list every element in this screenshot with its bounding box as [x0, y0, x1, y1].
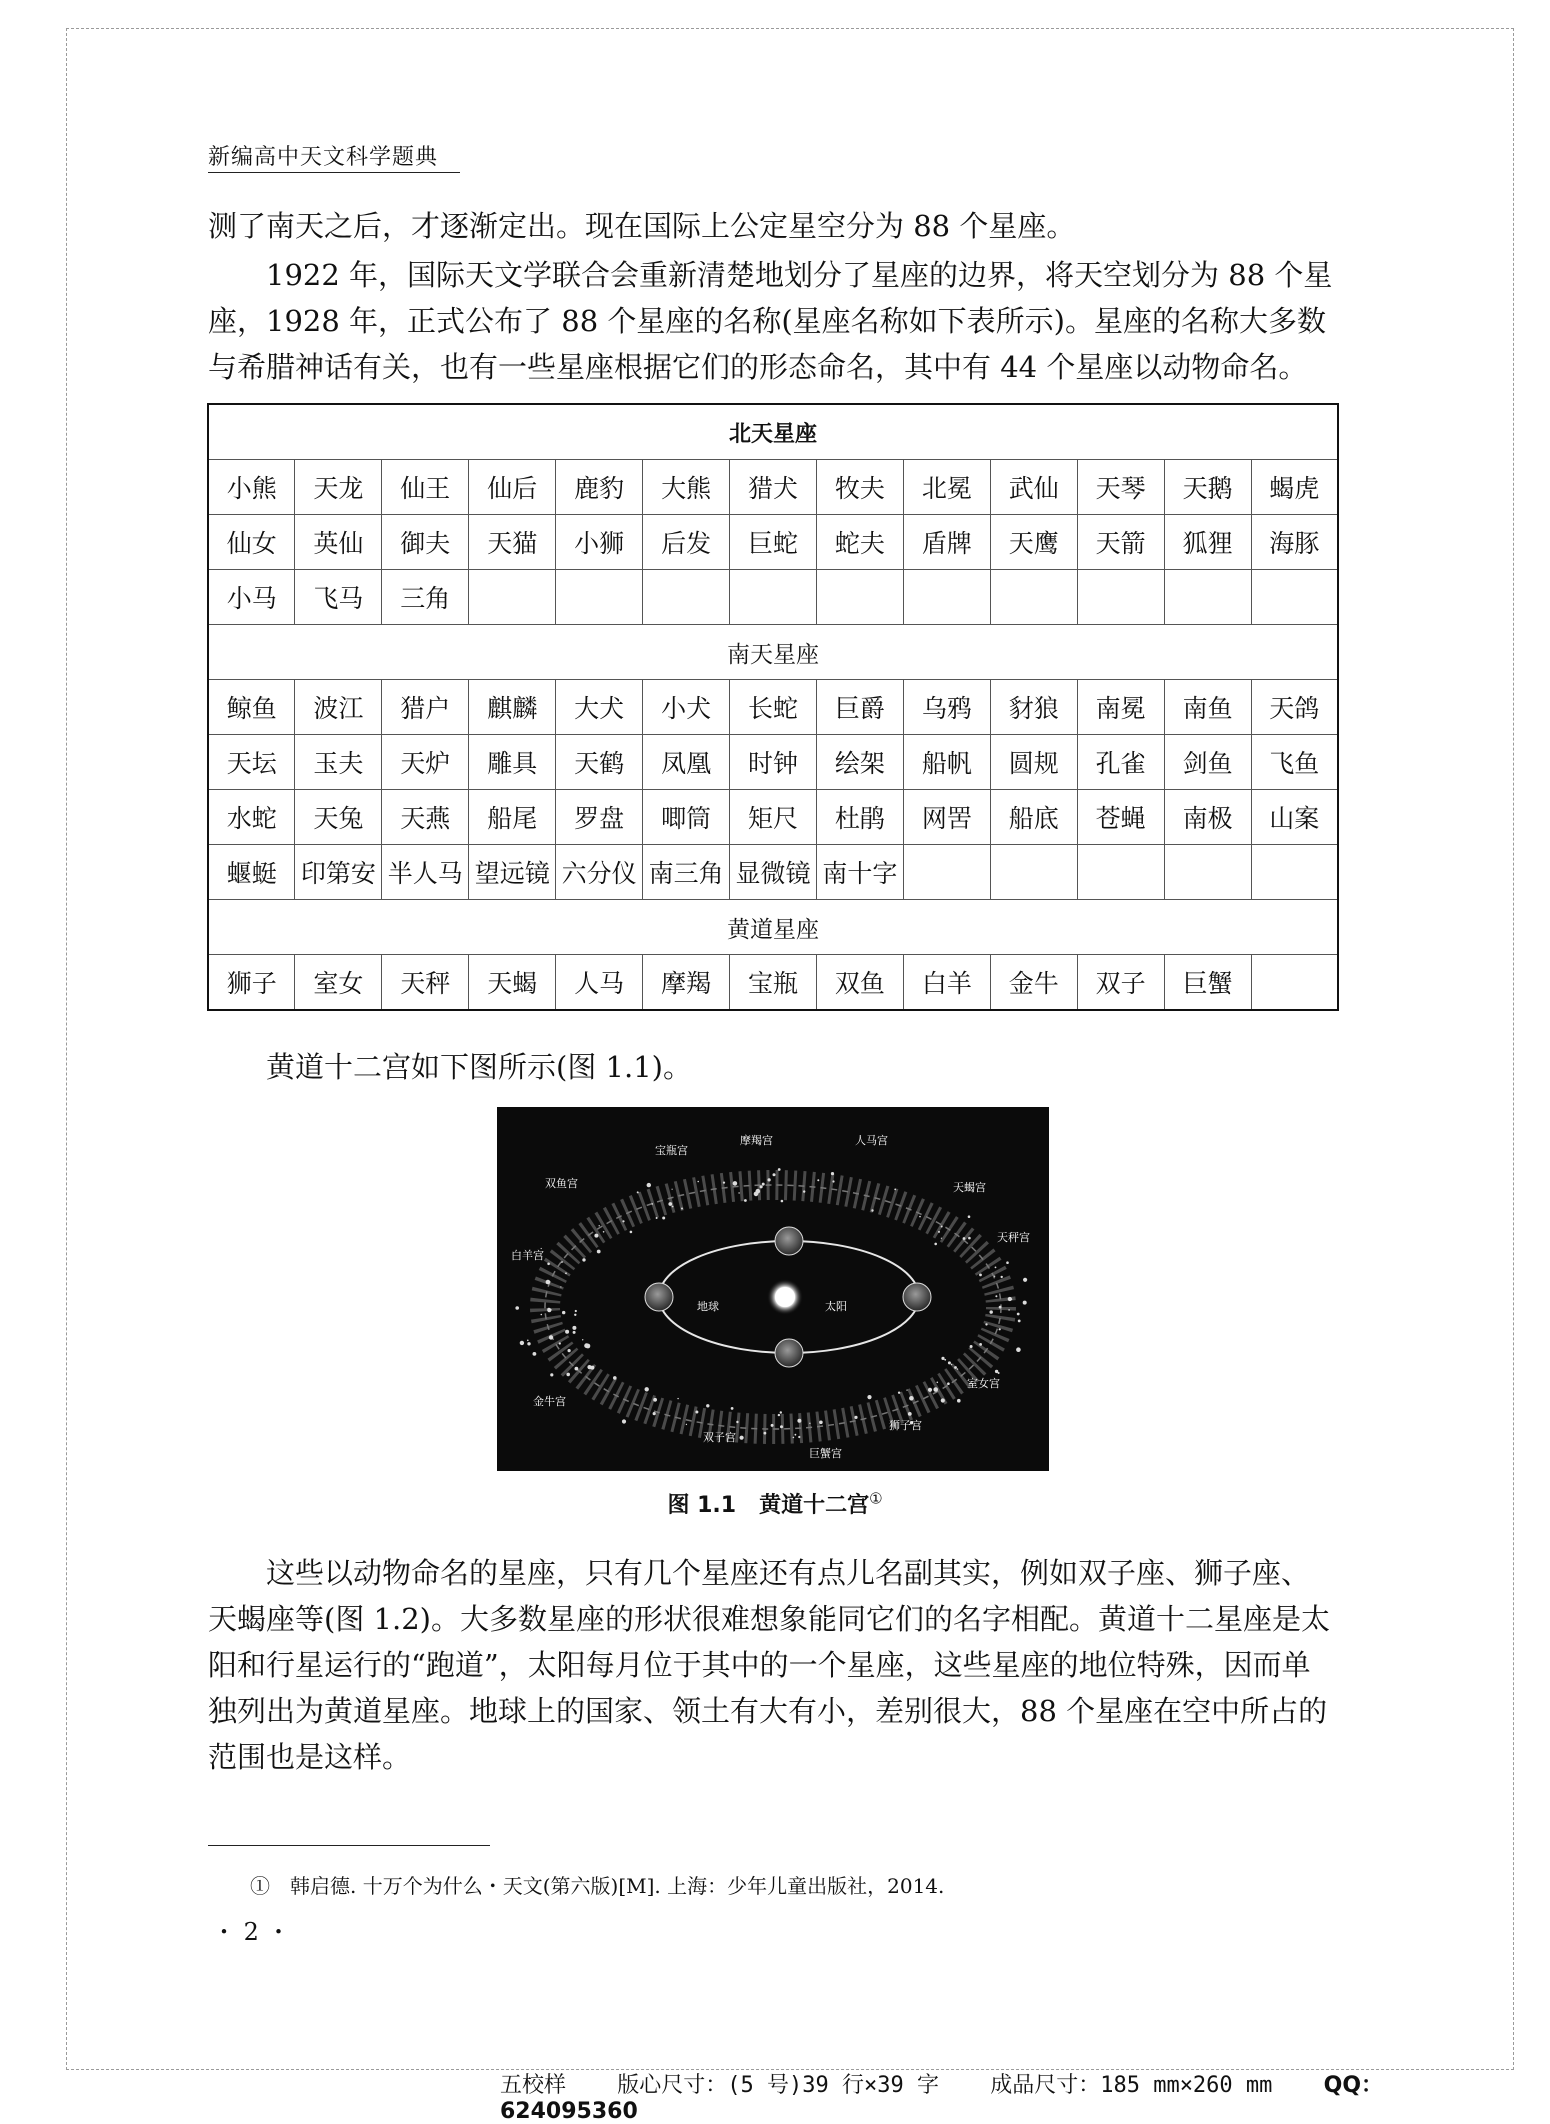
constellation-cell: 宝瓶	[730, 955, 817, 1011]
constellation-cell: 船尾	[469, 790, 556, 845]
star	[919, 1216, 921, 1218]
star	[817, 1179, 819, 1181]
constellation-cell	[1164, 845, 1251, 900]
star	[668, 1202, 672, 1206]
star	[909, 1396, 914, 1401]
star	[597, 1250, 601, 1254]
label-pisces: 双鱼宫	[545, 1177, 578, 1190]
star	[906, 1390, 907, 1391]
star	[771, 1424, 774, 1427]
label-gemini: 双子宫	[703, 1431, 736, 1444]
footnote-rule	[208, 1845, 490, 1846]
constellation-cell: 天坛	[208, 735, 295, 790]
label-virgo: 室女宫	[967, 1377, 1000, 1390]
star	[587, 1365, 591, 1369]
star	[681, 1208, 683, 1210]
constellation-cell	[903, 570, 990, 625]
constellation-cell	[643, 570, 730, 625]
constellation-cell	[1077, 570, 1164, 625]
star	[995, 1295, 997, 1297]
star	[677, 1398, 678, 1399]
star	[706, 1404, 709, 1407]
constellation-cell: 天龙	[295, 460, 382, 515]
constellation-cell: 水蛇	[208, 790, 295, 845]
constellation-cell: 三角	[382, 570, 469, 625]
constellation-cell: 显微镜	[730, 845, 817, 900]
section-title: 黄道星座	[208, 900, 1338, 955]
star	[645, 1387, 649, 1391]
constellation-cell: 天鹰	[990, 515, 1077, 570]
star	[778, 1414, 780, 1416]
section-row	[208, 404, 1338, 460]
table-row	[208, 735, 1338, 790]
section-row	[208, 900, 1338, 955]
star	[565, 1272, 567, 1274]
table-row	[208, 680, 1338, 735]
section-title: 北天星座	[208, 404, 1338, 460]
constellation-cell: 猎户	[382, 680, 469, 735]
constellation-cell: 小熊	[208, 460, 295, 515]
star	[603, 1231, 605, 1233]
star	[968, 1215, 971, 1218]
star	[797, 1419, 801, 1423]
constellation-cell: 天琴	[1077, 460, 1164, 515]
constellation-cell: 北冕	[903, 460, 990, 515]
star	[990, 1310, 993, 1313]
constellation-cell: 南极	[1164, 790, 1251, 845]
star	[1001, 1276, 1003, 1278]
star	[894, 1189, 896, 1191]
constellation-cell: 英仙	[295, 515, 382, 570]
figure-caption	[0, 1488, 1550, 1519]
star	[867, 1395, 871, 1399]
star	[546, 1280, 551, 1285]
star	[515, 1306, 519, 1310]
star	[957, 1368, 958, 1369]
star	[999, 1306, 1002, 1309]
constellation-cell: 双鱼	[816, 955, 903, 1011]
star	[1008, 1309, 1010, 1311]
star	[575, 1367, 579, 1371]
constellation-cell: 仙后	[469, 460, 556, 515]
constellation-cell: 时钟	[730, 735, 817, 790]
constellation-cell: 双子	[1077, 955, 1164, 1011]
star	[793, 1437, 795, 1439]
constellation-cell: 剑鱼	[1164, 735, 1251, 790]
star	[527, 1342, 530, 1345]
star	[672, 1206, 674, 1208]
star	[764, 1432, 767, 1435]
star	[573, 1331, 576, 1334]
star	[957, 1399, 961, 1403]
page-number: ・ 2 ・	[212, 1918, 291, 1946]
constellation-cell: 武仙	[990, 460, 1077, 515]
constellation-cell	[556, 570, 643, 625]
constellation-cell: 大犬	[556, 680, 643, 735]
star	[630, 1231, 633, 1234]
constellation-cell: 蛇夫	[816, 515, 903, 570]
star	[999, 1328, 1001, 1330]
star	[773, 1173, 776, 1176]
constellation-cell: 南冕	[1077, 680, 1164, 735]
star	[520, 1341, 524, 1345]
constellation-table	[207, 403, 1339, 1011]
star	[653, 1398, 657, 1402]
table-row	[208, 460, 1338, 515]
constellation-cell: 天鹅	[1164, 460, 1251, 515]
paragraph-4: 这些以动物命名的星座，只有几个星座还有点儿名副其实，例如双子座、狮子座、天蝎座等(图 1.2)。大多数星座的形状很难想象能同它们的名字相配。黄道十二星座是太阳和行星运行的“跑道”，太阳每月位于其中的一个星座，这些星座的地位特殊，因而单独列出为黄道星座。地球上的国家、领土有大有小，差别很大，88 个星座在空中所占的范围也是这样。	[208, 1556, 1330, 1774]
constellation-cell	[903, 845, 990, 900]
earth-position-bottom-icon	[775, 1339, 803, 1367]
star	[575, 1310, 577, 1312]
constellation-cell: 麒麟	[469, 680, 556, 735]
proof-stage: 五校样	[500, 2073, 567, 2098]
star	[697, 1181, 699, 1183]
constellation-cell: 杜鹃	[816, 790, 903, 845]
star	[933, 1387, 938, 1392]
star	[672, 1189, 673, 1190]
star	[994, 1276, 995, 1277]
constellation-cell: 室女	[295, 955, 382, 1011]
constellation-cell: 南鱼	[1164, 680, 1251, 735]
constellation-cell: 鲸鱼	[208, 680, 295, 735]
constellation-cell: 飞马	[295, 570, 382, 625]
star	[561, 1261, 563, 1263]
constellation-cell: 船底	[990, 790, 1077, 845]
constellation-cell: 白羊	[903, 955, 990, 1011]
star	[568, 1349, 571, 1352]
star	[1011, 1299, 1013, 1301]
star	[1018, 1320, 1021, 1323]
star	[854, 1416, 857, 1419]
star	[582, 1339, 583, 1340]
star	[985, 1323, 987, 1325]
constellation-cell: 天鸽	[1251, 680, 1338, 735]
constellation-cell: 六分仪	[556, 845, 643, 900]
star	[928, 1388, 932, 1392]
star	[547, 1263, 550, 1266]
star	[566, 1373, 570, 1377]
label-cancer: 巨蟹宫	[809, 1447, 842, 1460]
table-row	[208, 845, 1338, 900]
constellation-cell	[1251, 845, 1338, 900]
star	[934, 1243, 937, 1246]
star	[908, 1412, 912, 1416]
star	[756, 1189, 761, 1194]
constellation-cell: 后发	[643, 515, 730, 570]
star	[831, 1172, 834, 1175]
star	[594, 1234, 598, 1238]
star	[832, 1180, 834, 1182]
constellation-cell: 绘架	[816, 735, 903, 790]
constellation-cell: 望远镜	[469, 845, 556, 900]
star	[938, 1231, 940, 1233]
star	[780, 1425, 783, 1428]
star	[871, 1209, 873, 1211]
constellation-cell	[816, 570, 903, 625]
star	[652, 1203, 654, 1205]
constellation-cell: 巨蟹	[1164, 955, 1251, 1011]
label-scorpio: 天蝎宫	[953, 1181, 986, 1194]
section-row	[208, 625, 1338, 680]
star	[963, 1237, 966, 1240]
star	[656, 1217, 658, 1219]
label-sagittarius: 人马宫	[855, 1134, 888, 1147]
star	[695, 1411, 698, 1414]
paragraph-1: 测了南天之后，才逐渐定出。现在国际上公定星空分为 88 个星座。	[208, 209, 1076, 243]
constellation-cell: 罗盘	[556, 790, 643, 845]
star	[731, 1407, 734, 1410]
constellation-cell: 狮子	[208, 955, 295, 1011]
constellation-cell: 印第安	[295, 845, 382, 900]
star	[1006, 1261, 1009, 1264]
constellation-cell: 巨爵	[816, 680, 903, 735]
earth-position-top-icon	[775, 1227, 803, 1255]
star	[723, 1182, 725, 1184]
section-title: 南天星座	[208, 625, 1338, 680]
paragraph-2: 1922 年，国际天文学联合会重新清楚地划分了星座的边界，将天空划分为 88 个星座，1928 年，正式公布了 88 个星座的名称(星座名称如下表所示)。星座的名称大多数与希腊神话有关，也有一些星座根据它们的形态命名，其中有 44 个星座以动物命名。	[208, 258, 1333, 384]
constellation-cell: 南三角	[643, 845, 730, 900]
caption-note-mark: ①	[869, 1489, 883, 1508]
star	[559, 1342, 561, 1344]
earth-position-right-icon	[903, 1283, 931, 1311]
star	[819, 1421, 823, 1425]
star	[599, 1225, 600, 1226]
table-row	[208, 570, 1338, 625]
star	[979, 1343, 982, 1346]
star	[662, 1217, 665, 1220]
star	[527, 1340, 529, 1342]
caption-title: 黄道十二宫	[759, 1493, 870, 1518]
constellation-cell: 唧筒	[643, 790, 730, 845]
star	[948, 1361, 951, 1364]
star	[1023, 1301, 1027, 1305]
star	[547, 1308, 550, 1311]
star	[941, 1357, 944, 1360]
constellation-cell: 金牛	[990, 955, 1077, 1011]
star	[560, 1286, 561, 1287]
constellation-cell: 圆规	[990, 735, 1077, 790]
constellation-cell: 仙女	[208, 515, 295, 570]
table-row	[208, 515, 1338, 570]
star	[613, 1376, 617, 1380]
constellation-cell: 半人马	[382, 845, 469, 900]
constellation-cell	[469, 570, 556, 625]
star	[937, 1382, 939, 1384]
constellation-cell: 御夫	[382, 515, 469, 570]
constellation-cell	[990, 570, 1077, 625]
constellation-cell: 大熊	[643, 460, 730, 515]
label-earth: 地球	[697, 1300, 719, 1313]
constellation-cell: 天炉	[382, 735, 469, 790]
constellation-cell: 天鹤	[556, 735, 643, 790]
star	[970, 1345, 973, 1348]
constellation-cell: 鹿豹	[556, 460, 643, 515]
star	[550, 1373, 553, 1376]
constellation-cell	[990, 845, 1077, 900]
constellation-cell	[1251, 955, 1338, 1011]
star	[744, 1199, 747, 1202]
star	[762, 1183, 765, 1186]
constellation-cell: 天蝎	[469, 955, 556, 1011]
constellation-cell: 蝘蜓	[208, 845, 295, 900]
production-info	[500, 2068, 1550, 2124]
constellation-cell: 乌鸦	[903, 680, 990, 735]
constellation-cell: 天箭	[1077, 515, 1164, 570]
label-leo: 狮子宫	[889, 1419, 922, 1432]
star	[781, 1200, 784, 1203]
constellation-cell: 小犬	[643, 680, 730, 735]
star	[998, 1372, 1000, 1374]
constellation-cell: 牧夫	[816, 460, 903, 515]
running-head-rule	[208, 172, 460, 173]
star	[979, 1274, 982, 1277]
star	[653, 1412, 656, 1415]
star	[1017, 1313, 1020, 1316]
star	[574, 1314, 576, 1316]
constellation-cell: 网罟	[903, 790, 990, 845]
star	[898, 1392, 900, 1394]
trim-size: 成品尺寸：185 mm×260 mm	[990, 2073, 1273, 2098]
constellation-cell: 蝎虎	[1251, 460, 1338, 515]
constellation-cell: 猎犬	[730, 460, 817, 515]
label-sun: 太阳	[825, 1300, 847, 1313]
constellation-cell: 人马	[556, 955, 643, 1011]
star	[760, 1185, 763, 1188]
star	[941, 1238, 942, 1239]
star	[582, 1258, 585, 1261]
star	[637, 1191, 639, 1193]
star	[549, 1335, 553, 1339]
star	[565, 1330, 569, 1334]
constellation-cell: 盾牌	[903, 515, 990, 570]
constellation-cell: 苍蝇	[1077, 790, 1164, 845]
star	[768, 1178, 771, 1181]
star	[1023, 1278, 1027, 1282]
constellation-cell: 长蛇	[730, 680, 817, 735]
star	[951, 1364, 953, 1366]
constellation-cell: 天燕	[382, 790, 469, 845]
constellation-cell: 豺狼	[990, 680, 1077, 735]
constellation-cell: 天兔	[295, 790, 382, 845]
star	[798, 1436, 800, 1438]
star	[572, 1326, 576, 1330]
star	[647, 1183, 651, 1187]
constellation-cell: 仙王	[382, 460, 469, 515]
running-head: 新编高中天文科学题典	[208, 145, 439, 170]
star	[941, 1226, 943, 1228]
star	[562, 1311, 565, 1314]
star	[736, 1421, 738, 1423]
label-capricorn: 摩羯宫	[740, 1134, 773, 1147]
star	[541, 1314, 543, 1316]
zodiac-diagram	[497, 1107, 1049, 1471]
label-libra: 天秤宫	[997, 1231, 1030, 1244]
label-aries: 白羊宫	[511, 1249, 544, 1262]
earth-position-left-icon	[645, 1283, 673, 1311]
constellation-cell: 小狮	[556, 515, 643, 570]
constellation-cell: 天猫	[469, 515, 556, 570]
label-taurus: 金牛宫	[533, 1395, 566, 1408]
star	[968, 1237, 971, 1240]
qq-contact: QQ：624095360	[500, 2073, 1384, 2124]
constellation-cell: 巨蛇	[730, 515, 817, 570]
constellation-cell	[1077, 845, 1164, 900]
star	[733, 1181, 738, 1186]
constellation-cell	[1164, 570, 1251, 625]
constellation-cell: 飞鱼	[1251, 735, 1338, 790]
star	[944, 1359, 946, 1361]
star	[740, 1436, 744, 1440]
constellation-cell: 波江	[295, 680, 382, 735]
star	[533, 1352, 537, 1356]
caption-prefix: 图 1.1	[667, 1493, 737, 1518]
constellation-cell: 天秤	[382, 955, 469, 1011]
star	[738, 1192, 739, 1193]
constellation-cell: 狐狸	[1164, 515, 1251, 570]
constellation-cell	[730, 570, 817, 625]
constellation-cell: 小马	[208, 570, 295, 625]
constellation-cell	[1251, 570, 1338, 625]
star	[1016, 1347, 1021, 1352]
constellation-cell: 雕具	[469, 735, 556, 790]
star	[995, 1267, 997, 1269]
star	[686, 1424, 687, 1425]
star	[780, 1411, 782, 1413]
star	[622, 1220, 624, 1222]
constellation-cell: 山案	[1251, 790, 1338, 845]
core-size: 版心尺寸：(5 号)39 行×39 字	[617, 2073, 939, 2098]
constellation-cell: 南十字	[816, 845, 903, 900]
star	[947, 1382, 950, 1385]
constellation-cell: 海豚	[1251, 515, 1338, 570]
constellation-cell: 玉夫	[295, 735, 382, 790]
star	[803, 1190, 805, 1192]
constellation-cell: 矩尺	[730, 790, 817, 845]
star	[809, 1423, 810, 1424]
table-row	[208, 790, 1338, 845]
zodiac-figure	[497, 1107, 1049, 1471]
label-aquarius: 宝瓶宫	[655, 1144, 688, 1157]
star	[622, 1419, 626, 1423]
constellation-cell: 船帆	[903, 735, 990, 790]
star	[954, 1366, 957, 1369]
star	[941, 1398, 945, 1402]
paragraph-3: 黄道十二宫如下图所示(图 1.1)。	[266, 1050, 692, 1084]
footnote: ① 韩启德. 十万个为什么・天文(第六版)[M]. 上海：少年儿童出版社，2014.	[250, 1874, 945, 1898]
constellation-cell: 摩羯	[643, 955, 730, 1011]
constellation-cell: 孔雀	[1077, 735, 1164, 790]
table-row	[208, 955, 1338, 1011]
constellation-cell: 凤凰	[643, 735, 730, 790]
star	[586, 1344, 591, 1349]
star	[778, 1168, 781, 1171]
star	[795, 1434, 797, 1436]
